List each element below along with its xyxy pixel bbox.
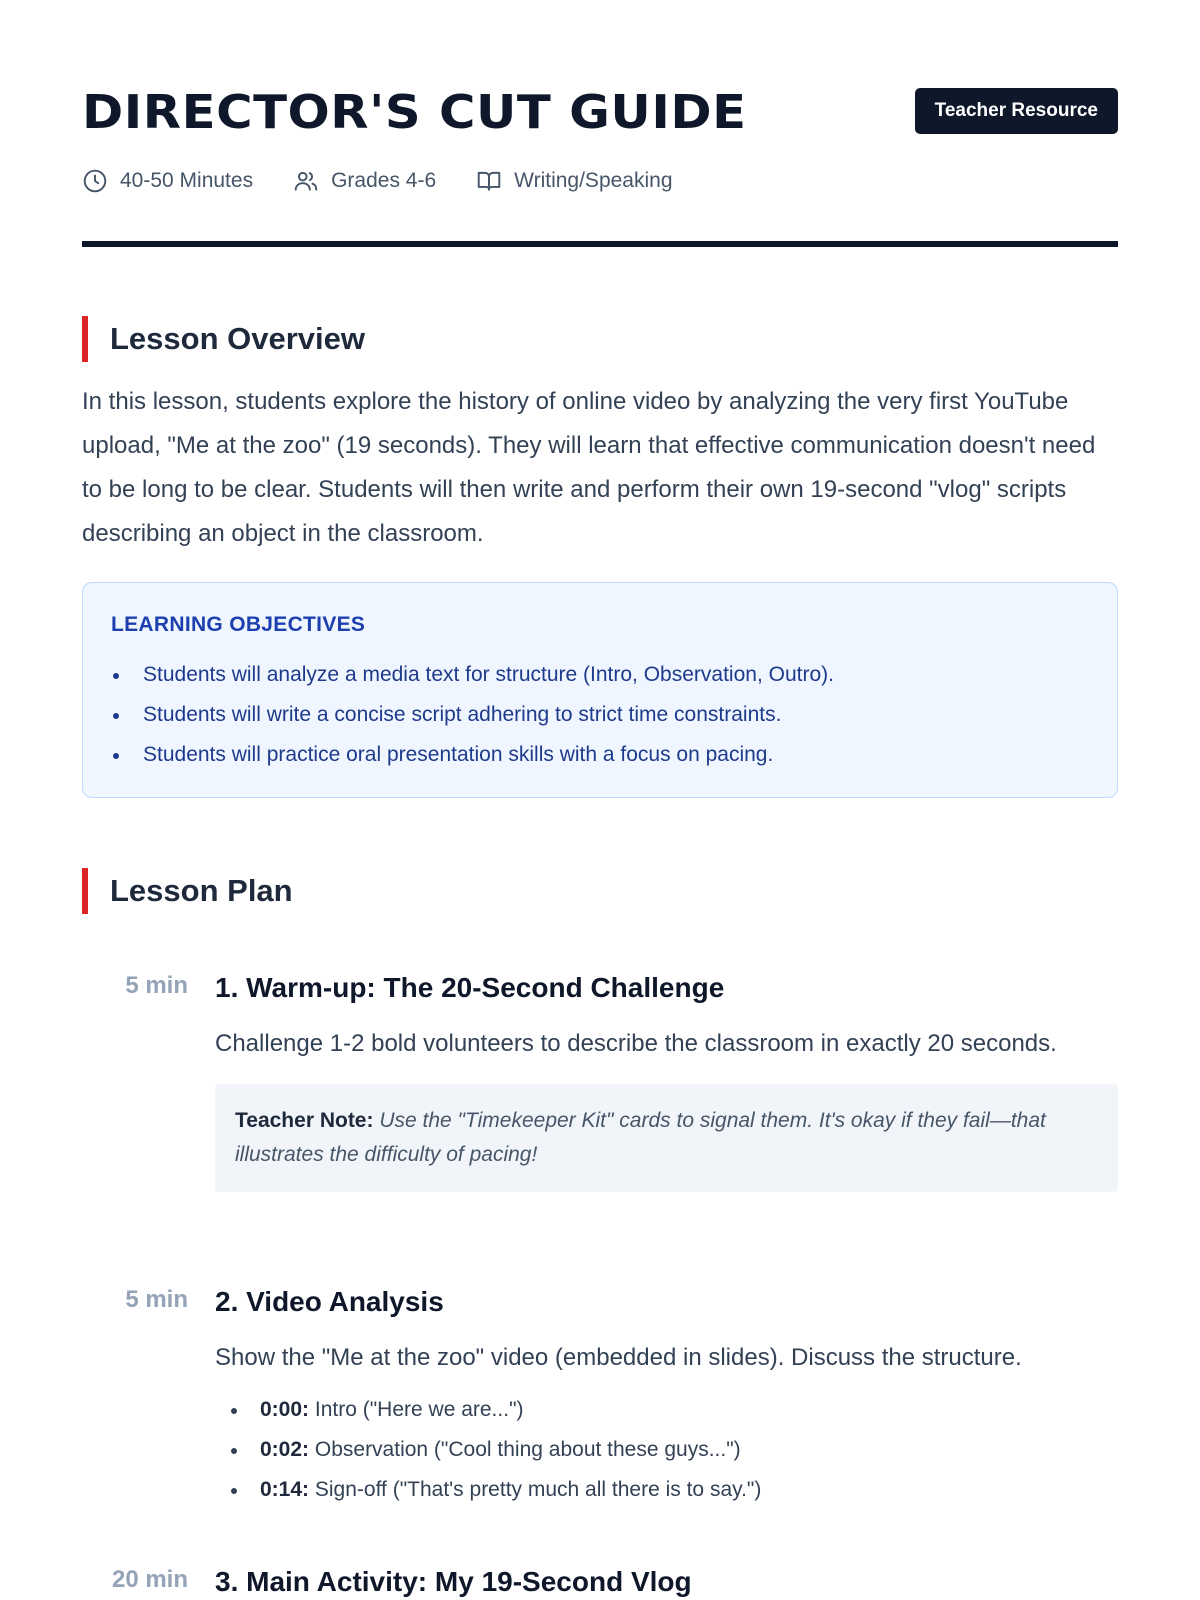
timestamp: 0:14: [260,1478,310,1501]
step-title: 2. Video Analysis [215,1286,444,1317]
step-time: 5 min [125,1286,188,1313]
meta-subject-label: Writing/Speaking [514,169,673,192]
timestamp-item [215,1430,1118,1470]
teacher-note [215,1084,1118,1192]
overview-heading [82,316,365,362]
objective-item: Students will analyze a media text for structure (Intro, Observation, Outro). [111,655,1089,695]
meta-grades-label: Grades 4-6 [331,169,437,192]
step-text: Show the "Me at the zoo" video (embedded in slides). Discuss the structure. [215,1344,1022,1371]
timestamp: 0:00: [260,1398,310,1421]
teacher-resource-badge: Teacher Resource [915,88,1118,134]
step-body [215,1284,1118,1510]
teacher-note-label: Teacher Note: [235,1109,374,1132]
timestamp-item [215,1390,1118,1430]
overview-heading-text: Lesson Overview [110,321,366,356]
step-time: 5 min [125,972,188,999]
book-icon [476,168,502,194]
objectives-title: LEARNING OBJECTIVES [111,613,366,636]
objective-item: Students will write a concise script adhering to strict time constraints. [111,695,1089,735]
header-divider [82,241,1118,247]
users-icon [293,168,319,194]
step-body [215,1564,1118,1600]
step-title: 1. Warm-up: The 20-Second Challenge [215,972,725,1003]
clock-icon [82,168,108,194]
timestamp-text: Observation ("Cool thing about these guys...") [314,1438,741,1461]
step-text: Challenge 1-2 bold volunteers to describe the classroom in exactly 20 seconds. [215,1030,1057,1057]
overview-text: In this lesson, students explore the history of online video by analyzing the very first YouTube upload, "Me at the zoo" (19 seconds). They will learn that effective communication doesn't need to be long to be clear. Students will then write and perform their own 19-second "vlog" scripts describing an object in the classroom. [82,388,1096,547]
lesson-meta [82,168,673,194]
meta-grades [293,168,436,194]
step-body [215,970,1118,1192]
objective-item: Students will practice oral presentation skills with a focus on pacing. [111,735,1089,775]
plan-heading-text: Lesson Plan [110,873,293,908]
section-accent-bar [82,868,88,914]
step-title: 3. Main Activity: My 19-Second Vlog [215,1566,692,1597]
learning-objectives-box [82,582,1118,798]
meta-duration [82,168,253,194]
timestamp-list [215,1390,1118,1510]
timestamp-text: Intro ("Here we are...") [314,1398,524,1421]
timestamp: 0:02: [260,1438,310,1461]
meta-subject [476,168,672,194]
page-title: DIRECTOR'S CUT GUIDE [82,85,747,139]
step-time: 20 min [111,1566,188,1593]
header [82,84,1118,140]
timestamp-text: Sign-off ("That's pretty much all there is to say.") [314,1478,762,1501]
timestamp-item [215,1470,1118,1510]
teacher-note-text: Use the "Timekeeper Kit" cards to signal them. It's okay if they fail—that illustrates the difficulty of pacing! [235,1109,1046,1166]
meta-duration-label: 40-50 Minutes [120,169,254,192]
section-accent-bar [82,316,88,362]
plan-heading [82,868,293,914]
objectives-list [111,655,1089,775]
